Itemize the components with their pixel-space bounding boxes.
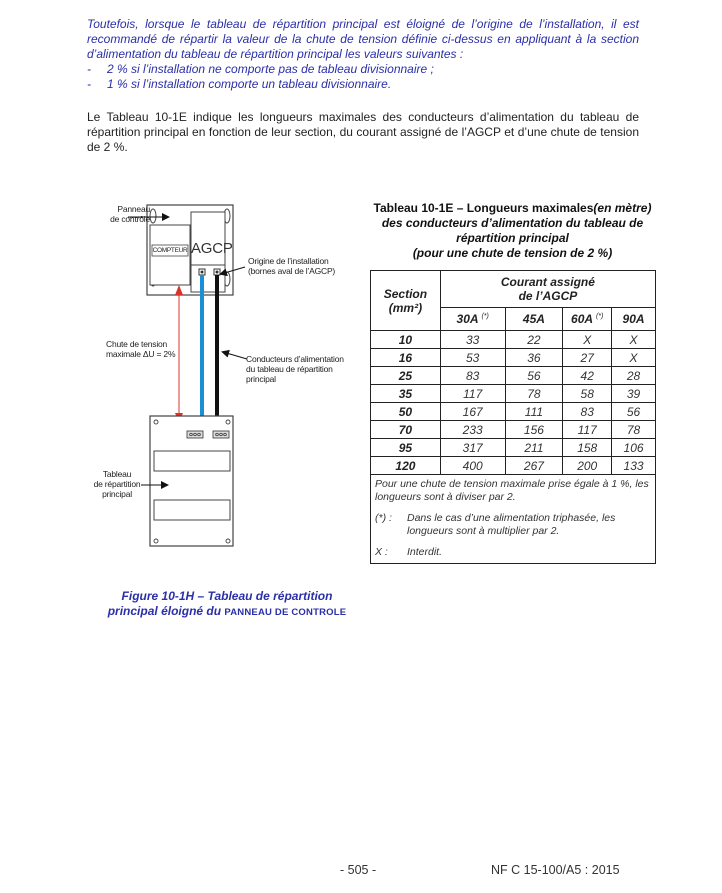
table-row (371, 367, 656, 385)
value-cell: 156 (505, 421, 563, 439)
figure-caption-line1: Figure 10-1H – Tableau de répartition (121, 589, 333, 603)
table-title-main: Tableau 10-1E – Longueurs maximales (373, 201, 594, 215)
condition-suffix: ) (608, 246, 613, 260)
bullet-dash: - (87, 77, 91, 91)
section-cell: 10 (371, 331, 441, 349)
table-title-condition (413, 246, 612, 260)
value-cell: X (612, 331, 656, 349)
value-cell: 36 (505, 349, 563, 367)
table-body (371, 331, 656, 564)
value-cell: 267 (505, 457, 563, 475)
conductors-label (246, 354, 344, 384)
note-intro: Pour une chute de tension maximale prise égale à 1 %, les longueurs sont à diviser par 2. (375, 478, 649, 503)
figure-diagram (95, 195, 365, 555)
table-notes (371, 475, 656, 564)
column-sup: (*) (595, 313, 604, 320)
table-reference-paragraph (87, 110, 639, 155)
value-cell: 22 (505, 331, 563, 349)
voltage-drop-label (106, 339, 175, 359)
note-text: Interdit. (407, 546, 443, 558)
max-length-table (370, 270, 656, 564)
value-cell: 78 (612, 421, 656, 439)
panel-label (102, 204, 150, 224)
header-section-line: Section (383, 286, 428, 301)
bullet-text: 1 % si l’installation comporte un tableau divisionnaire. (107, 77, 392, 91)
section-cell: 70 (371, 421, 441, 439)
table-row (371, 403, 656, 421)
note-item (375, 512, 651, 537)
page-number: - 505 - (340, 863, 377, 877)
value-cell: 158 (563, 439, 612, 457)
board-label-line: principal (102, 489, 132, 499)
table-row (371, 349, 656, 367)
header-section (371, 271, 441, 331)
column-label: 45A (522, 312, 545, 326)
bullet-text: 2 % si l’installation ne comporte pas de tableau divisionnaire ; (107, 62, 434, 76)
value-cell: 106 (612, 439, 656, 457)
value-cell: 133 (612, 457, 656, 475)
meter-label: COMPTEUR (152, 247, 188, 254)
condition-value: 2 % (587, 246, 609, 260)
value-cell: 53 (440, 349, 505, 367)
condition-prefix: (pour une chute de tension de (412, 246, 588, 260)
bullet-dash: - (87, 62, 91, 76)
value-cell: 111 (505, 403, 563, 421)
figure-caption (92, 589, 362, 620)
column-label: 60A (571, 312, 593, 326)
origin-label (248, 256, 335, 276)
panel-label-line: de contrôle (110, 214, 150, 224)
value-cell: 56 (612, 403, 656, 421)
table-header-row (371, 271, 656, 308)
value-cell: 58 (563, 385, 612, 403)
value-cell: 211 (505, 439, 563, 457)
note-key: (*) : (375, 512, 392, 524)
table-row (371, 385, 656, 403)
note-text: Dans le cas d’une alimentation triphasée, les longueurs sont à multiplier par 2. (407, 512, 616, 537)
value-cell: 317 (440, 439, 505, 457)
value-cell: 33 (440, 331, 505, 349)
section-cell: 50 (371, 403, 441, 421)
header-group-line: Courant assigné (500, 275, 595, 289)
table-notes-row (371, 475, 656, 564)
value-cell: 400 (440, 457, 505, 475)
conductors-label-line: principal (246, 374, 276, 384)
section-cell: 120 (371, 457, 441, 475)
header-group-line: de l’AGCP (518, 289, 578, 303)
table-row (371, 421, 656, 439)
value-cell: 56 (505, 367, 563, 385)
column-header (505, 308, 563, 331)
panel-label-line: Panneau (117, 204, 150, 214)
value-cell: 83 (563, 403, 612, 421)
table-title (370, 201, 655, 261)
table-row (371, 331, 656, 349)
conductors-label-line: du tableau de répartition (246, 364, 333, 374)
value-cell: X (612, 349, 656, 367)
value-cell: X (563, 331, 612, 349)
table-title-italic: (en mètre) des conducteurs d’alimentation du tableau de répartition principal (381, 201, 652, 245)
intro-text: Toutefois, lorsque le tableau de répartition principal est éloigné de l’origine de l’installation, il est recommandé de répartir la valeur de la chute de tension définie ci-dessus en appliquant à la section d’alimentation du tableau de répartition principal les valeurs suivantes : (87, 17, 639, 61)
column-sup: (*) (481, 313, 489, 320)
board-label (92, 469, 142, 499)
section-cell: 35 (371, 385, 441, 403)
document-reference: NF C 15-100/A5 : 2015 (491, 863, 620, 877)
origin-label-line: (bornes aval de l’AGCP) (248, 266, 336, 276)
caption-smallcaps: PANNEAU DE CONTROLE (224, 607, 347, 618)
column-label: 90A (622, 312, 645, 326)
board-label-line: Tableau (102, 469, 132, 479)
column-header (440, 308, 505, 331)
value-cell: 83 (440, 367, 505, 385)
table-row (371, 439, 656, 457)
value-cell: 42 (563, 367, 612, 385)
voltage-drop-label-line: Chute de tension (106, 339, 168, 349)
value-cell: 78 (505, 385, 563, 403)
intro-recommendation (87, 17, 639, 92)
value-cell: 117 (440, 385, 505, 403)
column-label: 30A (456, 312, 479, 326)
value-cell: 233 (440, 421, 505, 439)
value-cell: 39 (612, 385, 656, 403)
value-cell: 167 (440, 403, 505, 421)
section-cell: 16 (371, 349, 441, 367)
origin-label-line: Origine de l’installation (248, 256, 329, 266)
value-cell: 28 (612, 367, 656, 385)
value-cell: 200 (563, 457, 612, 475)
section-cell: 95 (371, 439, 441, 457)
column-header (612, 308, 656, 331)
value-cell: 117 (563, 421, 612, 439)
bullet-item (87, 62, 639, 77)
value-cell: 27 (563, 349, 612, 367)
note-item (375, 546, 651, 559)
conductors-label-line: Conducteurs d’alimentation (246, 354, 344, 364)
paragraph-text: Le Tableau 10-1E indique les longueurs maximales des conducteurs d’alimentation du tableau de répartition principal en fonction de leur section, du courant assigné de l’AGCP et d’une chute de tension de 2 %. (87, 110, 639, 154)
table-row (371, 457, 656, 475)
header-current-group (440, 271, 655, 308)
note-key: X : (375, 546, 388, 558)
breaker-label: AGCP (191, 240, 233, 257)
caption-text: principal éloigné du (107, 604, 225, 618)
bullet-item (87, 77, 639, 92)
column-header (563, 308, 612, 331)
figure-caption-line2 (92, 604, 362, 620)
voltage-drop-label-line: maximale ΔU = 2% (106, 349, 176, 359)
board-label-line: de répartition (93, 479, 141, 489)
section-cell: 25 (371, 367, 441, 385)
header-section-line: (mm²) (388, 300, 423, 315)
